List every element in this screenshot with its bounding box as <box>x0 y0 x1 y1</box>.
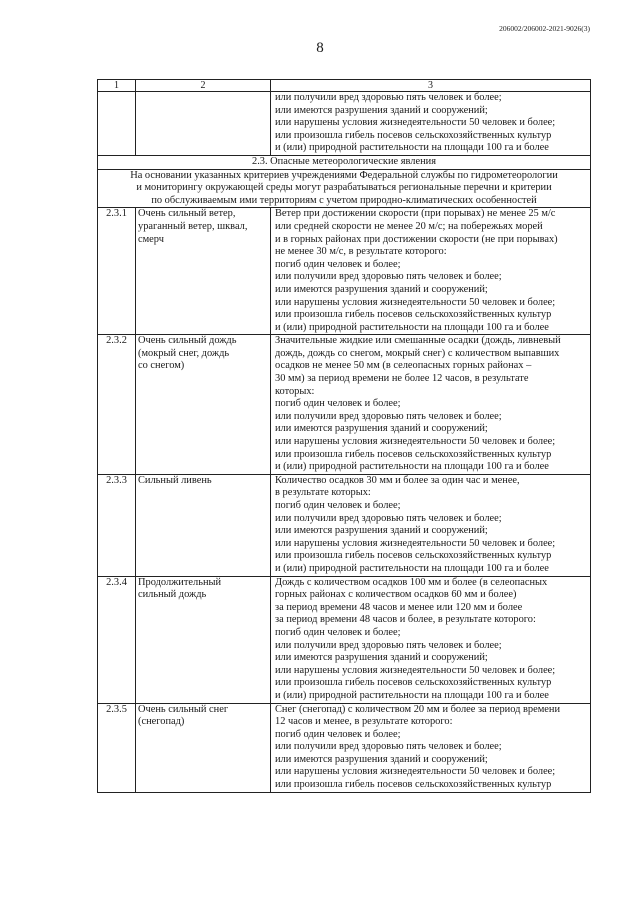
intro-line: и мониторингу окружающей среды могут разрабатываться региональные перечни и критерии <box>136 182 552 194</box>
criteria-line: погиб один человек и более; <box>275 398 401 410</box>
criteria-cell <box>271 208 591 335</box>
criteria-cell <box>271 576 591 703</box>
table-row <box>98 703 591 792</box>
table-row <box>98 335 591 475</box>
criteria-line: не менее 30 м/с, в результате которого: <box>275 246 447 258</box>
criteria-line: или нарушены условия жизнедеятельности 50 человек и более; <box>275 296 556 308</box>
criteria-line: или получили вред здоровью пять человек и более; <box>275 92 502 103</box>
criteria-line: осадков не менее 50 мм (в селеопасных горных районах – <box>275 360 532 372</box>
item-number: 2.3.2 <box>98 335 136 475</box>
criteria-line: или имеются разрушения зданий и сооружений; <box>275 525 488 537</box>
phenomenon-name-cell <box>136 335 271 475</box>
table-row <box>98 208 591 335</box>
item-number: 2.3.1 <box>98 208 136 335</box>
phenomenon-name-cell <box>136 208 271 335</box>
phenomenon-name-line: со снегом) <box>138 360 185 372</box>
header-row <box>98 80 591 92</box>
criteria-line: или произошла гибель посевов сельскохозяйственных культур <box>275 309 552 321</box>
criteria-line: и (или) природной растительности на площади 100 га и более <box>275 461 549 473</box>
phenomenon-name-line: сильный дождь <box>138 589 207 601</box>
continuation-criteria-cell <box>271 92 591 156</box>
criteria-line: за период времени 48 часов и менее или 120 мм и более <box>275 601 523 613</box>
intro-line: по обслуживаемым ими территориям с учетом природно-климатических особенностей <box>151 194 537 206</box>
criteria-line: или имеются разрушения зданий и сооружений; <box>275 753 488 765</box>
criteria-line: или получили вред здоровью пять человек и более; <box>275 410 502 422</box>
criteria-line: или нарушены условия жизнедеятельности 50 человек и более; <box>275 537 556 549</box>
criteria-line: погиб один человек и более; <box>275 258 401 270</box>
phenomenon-name-cell <box>136 576 271 703</box>
item-number: 2.3.4 <box>98 576 136 703</box>
criteria-line: или получили вред здоровью пять человек и более; <box>275 512 502 524</box>
criteria-line: горных районах с количеством осадков 60 мм и более) <box>275 589 517 601</box>
intro-text-cell <box>98 169 591 208</box>
phenomenon-name-line: Продолжительный <box>138 576 222 588</box>
criteria-line: или средней скорости не менее 20 м/с; на побережьях морей <box>275 220 543 232</box>
criteria-line: Количество осадков 30 мм и более за один час и менее, <box>275 474 520 486</box>
intro-row <box>98 169 591 208</box>
criteria-line: и (или) природной растительности на площади 100 га и более <box>275 142 549 154</box>
criteria-line: и (или) природной растительности на площади 100 га и более <box>275 321 549 333</box>
criteria-cell <box>271 703 591 792</box>
phenomenon-name-cell <box>136 474 271 576</box>
criteria-line: Дождь с количеством осадков 100 мм и более (в селеопасных <box>275 576 548 588</box>
criteria-line: или нарушены условия жизнедеятельности 50 человек и более; <box>275 117 556 129</box>
phenomenon-name-cell <box>136 703 271 792</box>
criteria-line: дождь, дождь со снегом, мокрый снег) с количеством выпавших <box>275 347 560 359</box>
criteria-line: или нарушены условия жизнедеятельности 50 человек и более; <box>275 664 556 676</box>
criteria-table-body <box>98 80 591 793</box>
page-number: 8 <box>316 40 324 56</box>
phenomenon-name-line: Сильный ливень <box>138 474 212 486</box>
phenomenon-name-line: (снегопад) <box>138 716 185 728</box>
phenomenon-name-line: Очень сильный снег <box>138 703 229 715</box>
criteria-line: погиб один человек и более; <box>275 728 401 740</box>
header-col-1: 1 <box>98 80 136 92</box>
criteria-line: или произошла гибель посевов сельскохозяйственных культур <box>275 677 552 689</box>
table-row <box>98 474 591 576</box>
criteria-table <box>97 79 591 793</box>
criteria-cell <box>271 474 591 576</box>
criteria-line: погиб один человек и более; <box>275 500 401 511</box>
criteria-line: или имеются разрушения зданий и сооружений; <box>275 283 488 295</box>
criteria-line: или произошла гибель посевов сельскохозяйственных культур <box>275 448 552 460</box>
criteria-line: Значительные жидкие или смешанные осадки (дождь, ливневый <box>275 335 561 347</box>
criteria-line: или нарушены условия жизнедеятельности 50 человек и более; <box>275 766 556 778</box>
criteria-line: Ветер при достижении скорости (при порывах) не менее 25 м/с <box>275 208 556 220</box>
criteria-line: за период времени 48 часов и более, в результате которого: <box>275 614 536 626</box>
criteria-line: 30 мм) за период времени не более 12 часов, в результате <box>275 373 529 385</box>
criteria-line: или имеются разрушения зданий и сооружений; <box>275 652 488 664</box>
criteria-line: 12 часов и менее, в результате которого: <box>275 716 453 728</box>
phenomenon-name-line: Очень сильный ветер, <box>138 208 236 220</box>
continuation-num-cell <box>98 92 136 156</box>
phenomenon-name-line: смерч <box>138 233 164 245</box>
criteria-line: Снег (снегопад) с количеством 20 мм и более за период времени <box>275 703 561 715</box>
criteria-line: или нарушены условия жизнедеятельности 50 человек и более; <box>275 436 556 448</box>
criteria-line: и в горных районах при достижении скорости (не при порывах) <box>275 233 558 245</box>
phenomenon-name-line: Очень сильный дождь <box>138 335 237 347</box>
continuation-row <box>98 92 591 156</box>
section-row <box>98 155 591 169</box>
criteria-line: или произошла гибель посевов сельскохозяйственных культур <box>275 779 552 791</box>
criteria-line: или имеются разрушения зданий и сооружений; <box>275 423 488 435</box>
phenomenon-name-line: (мокрый снег, дождь <box>138 347 230 359</box>
continuation-name-cell <box>136 92 271 156</box>
criteria-line: погиб один человек и более; <box>275 626 401 638</box>
table-row <box>98 576 591 703</box>
criteria-line: или получили вред здоровью пять человек и более; <box>275 741 502 753</box>
phenomenon-name-line: ураганный ветер, шквал, <box>138 220 248 232</box>
criteria-line: которых: <box>275 385 315 397</box>
criteria-line: или получили вред здоровью пять человек и более; <box>275 639 502 651</box>
criteria-line: или произошла гибель посевов сельскохозяйственных культур <box>275 550 552 562</box>
criteria-line: в результате которых: <box>275 487 371 499</box>
item-number: 2.3.3 <box>98 474 136 576</box>
intro-line: На основании указанных критериев учреждениями Федеральной службы по гидрометеорологии <box>130 169 558 181</box>
section-title: 2.3. Опасные метеорологические явления <box>98 155 591 169</box>
criteria-line: и (или) природной растительности на площади 100 га и более <box>275 562 549 574</box>
document-id: 206002/206002-2021-9026(3) <box>499 24 590 33</box>
criteria-line: или произошла гибель посевов сельскохозяйственных культур <box>275 129 552 141</box>
header-col-2: 2 <box>136 80 271 92</box>
criteria-line: или имеются разрушения зданий и сооружений; <box>275 104 488 116</box>
criteria-line: или получили вред здоровью пять человек и более; <box>275 271 502 283</box>
item-number: 2.3.5 <box>98 703 136 792</box>
header-col-3: 3 <box>271 80 591 92</box>
criteria-cell <box>271 335 591 475</box>
criteria-line: и (или) природной растительности на площади 100 га и более <box>275 689 549 701</box>
